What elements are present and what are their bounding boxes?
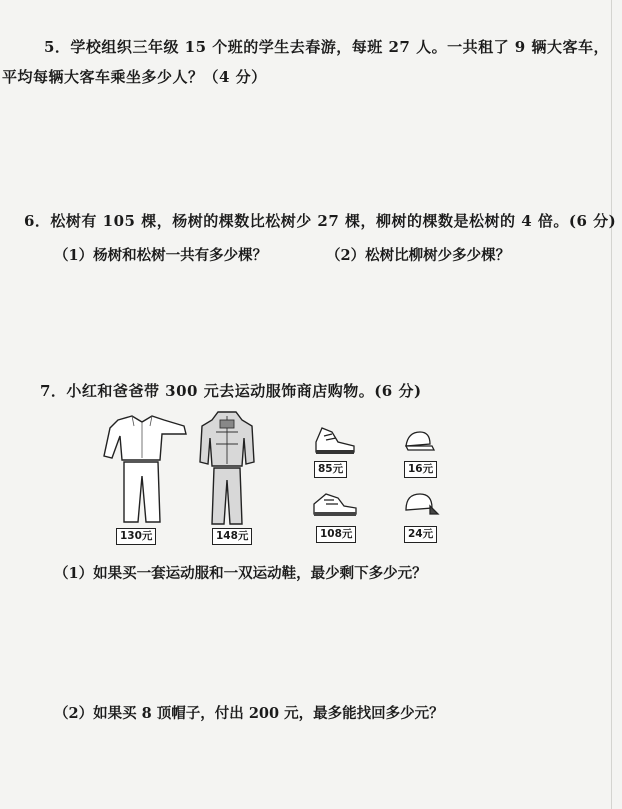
page-edge-divider xyxy=(611,0,612,809)
q7-sub2: （2）如果买 8 顶帽子，付出 200 元，最多能找回多少元？ xyxy=(54,705,444,722)
jacket-suit-icon xyxy=(196,408,258,530)
q6-sub1: （1）杨树和松树一共有多少棵？ xyxy=(54,247,268,264)
price-tag-cap-2: 24元 xyxy=(404,526,437,543)
q5-line2: 平均每辆大客车乘坐多少人？（4 分） xyxy=(2,68,267,86)
q7-line1: 7．小红和爸爸带 300 元去运动服饰商店购物。(6 分) xyxy=(40,382,422,400)
sneaker-icon xyxy=(310,488,360,522)
price-tag-jacket-suit: 148元 xyxy=(212,528,252,545)
price-tag-tracksuit: 130元 xyxy=(116,528,156,545)
tracksuit-icon xyxy=(98,412,190,528)
price-tag-sneaker-1: 85元 xyxy=(314,461,347,478)
q6-line1: 6．松树有 105 棵，杨树的棵数比松树少 27 棵，柳树的棵数是松树的 4 倍。(6 分) xyxy=(24,212,617,230)
cap-icon xyxy=(400,488,440,522)
q7-sub1: （1）如果买一套运动服和一双运动鞋，最少剩下多少元？ xyxy=(54,565,427,582)
cap-icon xyxy=(402,428,436,456)
q5-line1: 5．学校组织三年级 15 个班的学生去春游，每班 27 人。一共租了 9 辆大客车， xyxy=(44,38,609,56)
price-tag-cap-1: 16元 xyxy=(404,461,437,478)
q6-sub2: （2）松树比柳树少多少棵？ xyxy=(326,247,511,264)
price-tag-sneaker-2: 108元 xyxy=(316,526,356,543)
sneaker-icon xyxy=(312,420,358,460)
